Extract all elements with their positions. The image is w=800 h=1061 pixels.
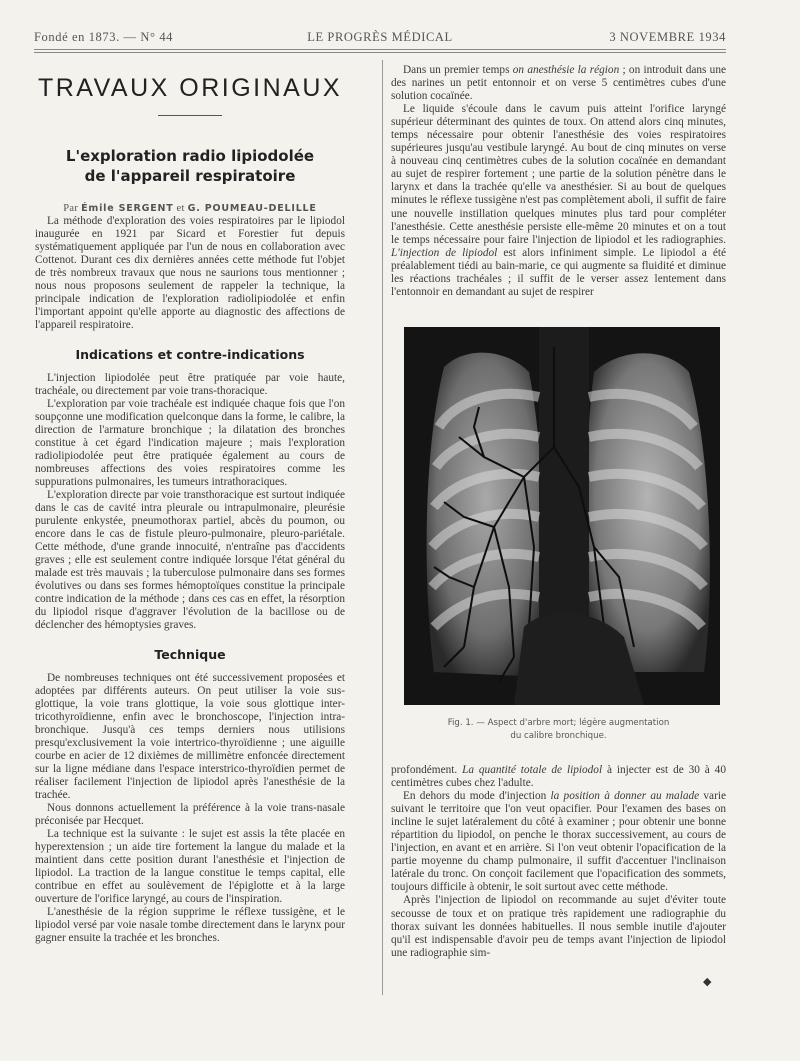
article-title-line2: de l'appareil respiratoire <box>84 167 296 186</box>
after-injection-paragraph: Après l'injection de lipiodol on recommande au sujet d'éviter toute secousse de toux et on pratique très rapidement une radiographie du thorax suivant les données habituelles. Il nous semble inutile d'ajouter qu'il est indispensable d'avoir peu de temps avant l'injection de lipiodol une radiographie sim- <box>391 894 726 959</box>
right-column-top <box>391 64 726 299</box>
text-run: à injecter est de 30 à 40 centimètres cubes chez l'adulte. <box>391 764 726 790</box>
diamond-icon: ◆ <box>703 976 712 988</box>
header-date: 3 NOVEMBRE 1934 <box>609 30 726 44</box>
technique-p1: De nombreuses techniques ont été successivement proposées et adoptées par différents auteurs. On peut utiliser la voie sus-glottique, la voie trans glottique, la voie sous glottique inter-tricothyroïdienne, enfin avec le bronchoscope, l'injection intra-bronchique. Jusqu'à ces temps derniers nous utilisions presqu'exclusivement la voie intertrico-thyroïdienne ; une aiguille courbe en acier de 12 dixièmes de millimètre enfoncée directement sur la ligne médiane dans l'espace interstrico-thyroïdien permet de réaliser facilement l'injection de lipiodol après l'anesthésie de la trachée. <box>35 671 345 801</box>
running-header <box>34 30 726 48</box>
title-divider <box>158 115 222 116</box>
text-run: varie suivant le territoire que l'on veut opacifier. Pour l'examen des bases on incline le sujet latéralement du côté à examiner ; pour obtenir une bonne répartition du lipiodol, on penche le thorax successivement, au cours de l'injection, en avant et en arrière. Si l'on veut obtenir l'opacification de la partie moyenne du champ pulmonaire, il suffit d'accentuer l'inclinaison latérale du tronc. On conçoit facilement que l'opacification des sommets, toujours difficile à obtenir, le soit surtout avec cette méthode. <box>391 790 726 894</box>
left-column <box>35 74 345 946</box>
article-title <box>35 146 345 186</box>
indications-p2: L'exploration par voie trachéale est indiquée chaque fois que l'on soupçonne une modification quelconque dans la forme, le calibre, la direction de l'armature bronchique ; la dilatation des bronches constitue à cet égard l'indication majeure ; mais l'exploration radiolipiodolée peut être pratiquée également au cours de nombreuses affections des voies respiratoires comme les suppurations pulmonaires, les tumeurs intrathoraciques. <box>35 397 345 488</box>
header-journal-name: LE PROGRÈS MÉDICAL <box>307 30 453 44</box>
technique-p2: Nous donnons actuellement la préférence à la voie trans-nasale préconisée par Hecquet. <box>35 802 345 828</box>
indications-p3: L'exploration directe par voie transthoracique est surtout indiquée dans le cas de cavité intra pleurale ou intrapulmonaire, pleurésie purulente enkystée, pneumothorax partiel, abcès du poumon, ou encore dans le cas de fistule pleuro-pulmonaire, pleuro-pariétale. Cette méthode, d'une grande innocuité, n'entraîne pas d'accidents graves ; elle est seulement contre indiquée lorsque l'état général du malade est très mauvais ; la tuberculose pulmonaire dans ses formes évolutives ou dans ses formes hémoptoïques constitue la principale contre indication de la méthode ; dans ces cas en effet, la résorption du lipiodol risque d'aggraver l'évolution de la bacillose ou de déclencher des hémoptysies graves. <box>35 488 345 632</box>
article-title-line1: L'exploration radio lipiodolée <box>65 147 315 166</box>
caption-line1: Fig. 1. — Aspect d'arbre mort; légère augmentation <box>447 718 670 728</box>
text-run: est alors infiniment simple. Le lipiodol a été préalablement tiédi au bain-marie, ce qui augmente sa fluidité et diminue les réactions trachéales ; il suffit de le verser assez lentement dans l'entonnoir en demandant au sujet de respirer <box>391 246 727 298</box>
procedure-paragraph <box>391 103 726 299</box>
text-run: ; on introduit dans une des narines un petit entonnoir et on verse 5 centimètres cubes d'une solution cocaïnée. <box>391 64 726 103</box>
byline <box>35 202 345 215</box>
italic-run: La quantité totale de lipiodol <box>462 764 603 776</box>
anesthesia-paragraph <box>391 64 726 103</box>
technique-p4: L'anesthésie de la région supprime le réflexe tussigène, et le lipiodol versé par voie nasale tombe directement dans le larynx pour gagner ensuite la trachée et les bronches. <box>35 906 345 945</box>
column-divider <box>382 60 383 995</box>
italic-run: L'injection de lipiodol <box>391 246 498 259</box>
indications-p1: L'injection lipiodolée peut être pratiquée par voie haute, trachéale, ou directement par voie trans-thoracique. <box>35 371 345 397</box>
byline-prefix: Par <box>63 203 79 215</box>
italic-run: la position à donner au malade <box>550 790 700 803</box>
figure-caption <box>391 717 726 743</box>
right-column-bottom <box>391 764 726 960</box>
header-founded: Fondé en 1873. — N° 44 <box>34 30 174 44</box>
quantity-paragraph <box>391 764 726 790</box>
text-run: Dans un premier temps <box>403 64 513 76</box>
byline-and: et <box>176 203 185 215</box>
radiograph-image <box>404 327 720 705</box>
author-1: Émile SERGENT <box>81 203 174 215</box>
technique-heading: Technique <box>154 646 226 662</box>
italic-run: on anesthésie la région <box>512 64 620 76</box>
section-title: TRAVAUX ORIGINAUX <box>37 74 343 102</box>
text-run: profondément. <box>391 764 463 776</box>
position-paragraph <box>391 790 726 894</box>
header-rule <box>34 49 726 50</box>
author-2: G. POUMEAU-DELILLE <box>187 203 317 215</box>
header-rule-double <box>34 52 726 53</box>
intro-paragraph: La méthode d'exploration des voies respiratoires par le lipiodol inaugurée en 1921 par Sicard et Forestier fut depuis systématiquement appliquée par l'un de nous en collaboration avec Cottenot. Durant ces dix dernières années cette méthode fut l'objet de très nombreux travaux que nous ne saurions tous mentionner ; nous nous proposons seulement de rappeler la technique, la principale indication de l'exploration radiolipiodolée et enfin l'important appoint qu'elle apporte au diagnostic des affections de l'appareil respiratoire. <box>35 215 345 332</box>
text-run: En dehors du mode d'injection <box>403 790 551 803</box>
text-run: Le liquide s'écoule dans le cavum puis atteint l'orifice laryngé supérieur déterminant des quintes de toux. On attend alors cinq minutes, temps nécessaire pour obtenir l'anesthésie des voies respiratoires supérieures jusqu'au vestibule laryngé. Au bout de cinq minutes on verse à nouveau cinq centimètres cubes de la solution cocaïnée en demandant au sujet de respirer fortement ; une partie de la solution pénètre dans le larynx et dans la trachée qu'elle va anesthésier. Si au bout de quelques minutes le réflexe tussigène n'est pas complètement aboli, il suffit de faire une nouvelle instillation quelques minutes plus tard pour compléter l'anesthésie. Cette anesthésie persiste elle-même 20 minutes et on a tout le temps nécessaire pour faire l'injection de lipiodol et les radiographies. <box>391 103 726 246</box>
indications-heading: Indications et contre-indications <box>75 346 305 362</box>
technique-p3: La technique est la suivante : le sujet est assis la tête placée en hyperextension ; un aide tire fortement la langue du malade et la maintient dans cette position durant l'anesthésie et l'injection de lipiodol. La traction de la langue constitue le temps capital, elle contribue en effet au soulèvement de l'épiglotte et à la large ouverture de l'orifice laryngé, au cours de l'inspiration. <box>35 828 345 906</box>
chest-radiograph-figure <box>404 327 720 705</box>
caption-line2: du calibre bronchique. <box>510 731 607 741</box>
